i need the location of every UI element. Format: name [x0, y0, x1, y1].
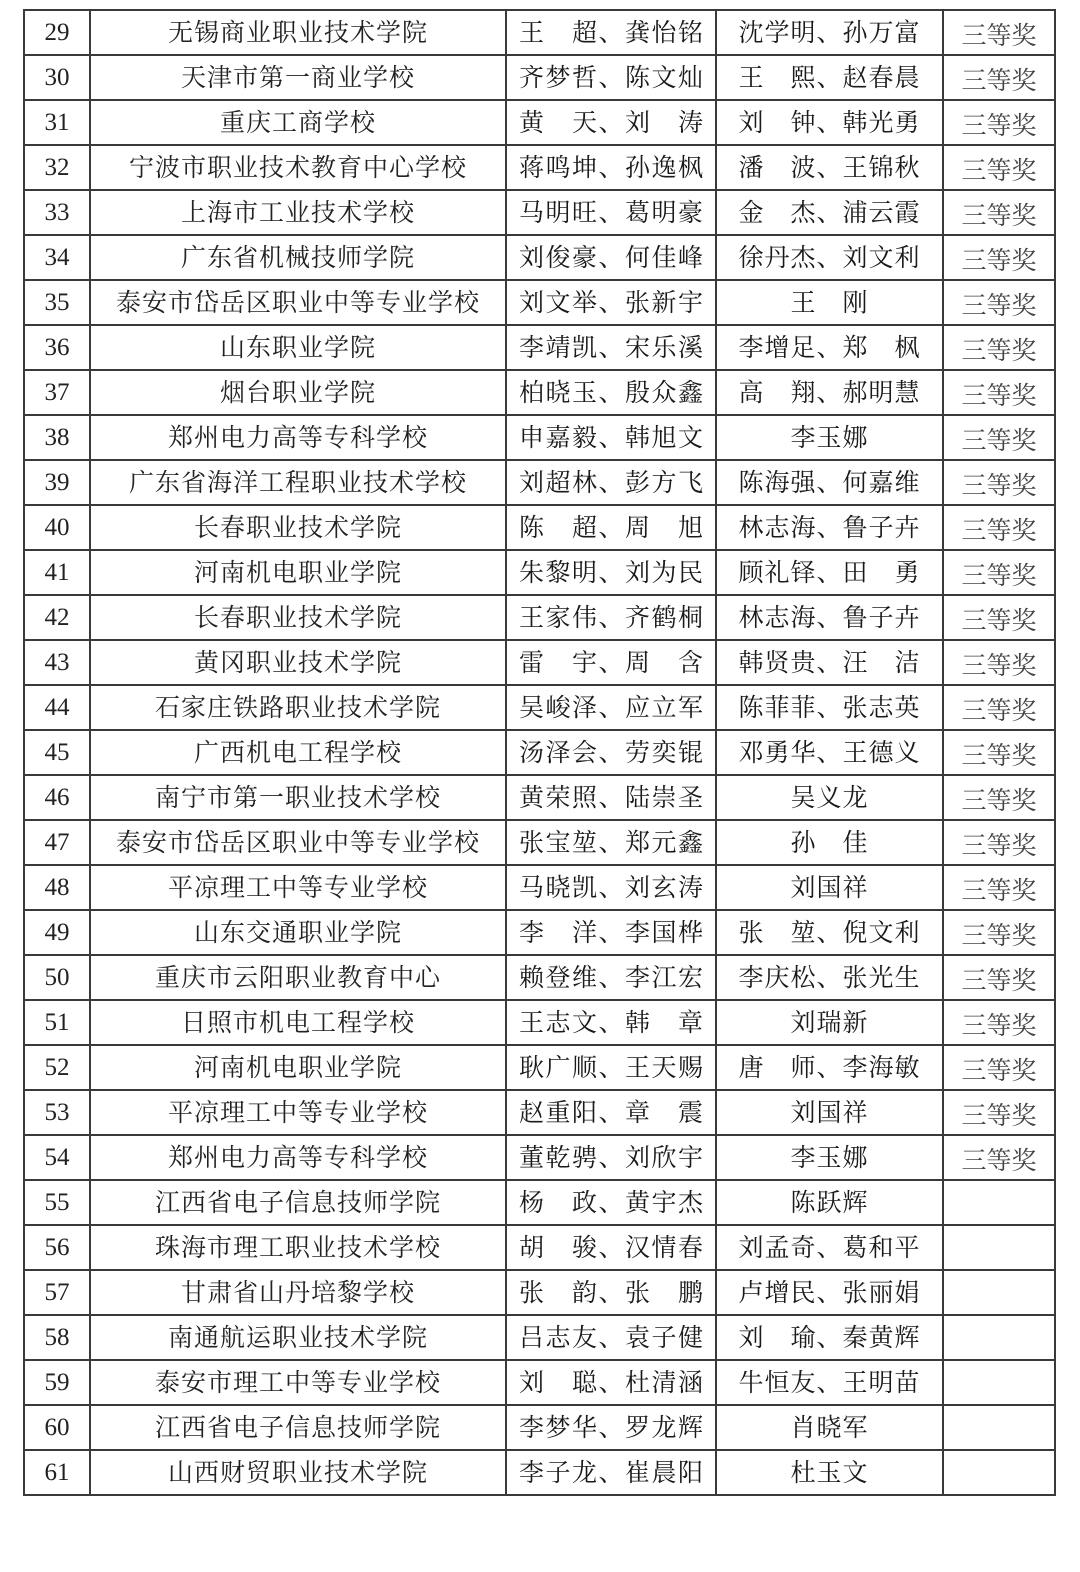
school-name: 南宁市第一职业技术学校: [90, 775, 506, 820]
school-name: 上海市工业技术学校: [90, 190, 506, 235]
award-level: [943, 505, 1055, 550]
table-row: [24, 820, 1055, 865]
award-level: [943, 910, 1055, 955]
award-label: 三等奖: [961, 246, 1037, 275]
award-level: [943, 280, 1055, 325]
school-name: 长春职业技术学院: [90, 505, 506, 550]
student-names: 黄 天、刘 涛: [506, 100, 716, 145]
award-level: [943, 145, 1055, 190]
teacher-names: 唐 师、李海敏: [716, 1045, 943, 1090]
student-names: 张 韵、张 鹏: [506, 1270, 716, 1315]
row-number: 48: [24, 865, 90, 910]
award-level: [943, 1360, 1055, 1405]
school-name: 石家庄铁路职业技术学院: [90, 685, 506, 730]
school-name: 宁波市职业技术教育中心学校: [90, 145, 506, 190]
school-name: 长春职业技术学院: [90, 595, 506, 640]
award-level: [943, 955, 1055, 1000]
table-row: [24, 640, 1055, 685]
row-number: 39: [24, 460, 90, 505]
award-label: 三等奖: [961, 1056, 1037, 1085]
school-name: 郑州电力高等专科学校: [90, 1135, 506, 1180]
table-row: [24, 145, 1055, 190]
student-names: 李 洋、李国桦: [506, 910, 716, 955]
teacher-names: 刘国祥: [716, 1090, 943, 1135]
school-name: 甘肃省山丹培黎学校: [90, 1270, 506, 1315]
teacher-names: 沈学明、孙万富: [716, 10, 943, 55]
award-level: [943, 1090, 1055, 1135]
teacher-names: 韩贤贵、汪 洁: [716, 640, 943, 685]
teacher-names: 刘 钟、韩光勇: [716, 100, 943, 145]
teacher-names: 杜玉文: [716, 1450, 943, 1495]
school-name: 泰安市理工中等专业学校: [90, 1360, 506, 1405]
teacher-names: 肖晓军: [716, 1405, 943, 1450]
row-number: 31: [24, 100, 90, 145]
award-label: 三等奖: [961, 516, 1037, 545]
table-row: [24, 865, 1055, 910]
table-row: [24, 685, 1055, 730]
student-names: 张宝堃、郑元鑫: [506, 820, 716, 865]
school-name: 广东省海洋工程职业技术学校: [90, 460, 506, 505]
award-level: [943, 325, 1055, 370]
award-level: [943, 820, 1055, 865]
row-number: 32: [24, 145, 90, 190]
row-number: 61: [24, 1450, 90, 1495]
row-number: 37: [24, 370, 90, 415]
teacher-names: 王 熙、赵春晨: [716, 55, 943, 100]
award-table-body: [24, 10, 1055, 1495]
student-names: 赖登维、李江宏: [506, 955, 716, 1000]
school-name: 山东交通职业学院: [90, 910, 506, 955]
teacher-names: 孙 佳: [716, 820, 943, 865]
table-row: [24, 775, 1055, 820]
award-level: [943, 235, 1055, 280]
school-name: 郑州电力高等专科学校: [90, 415, 506, 460]
award-label: 三等奖: [961, 381, 1037, 410]
award-level: [943, 1180, 1055, 1225]
table-row: [24, 415, 1055, 460]
row-number: 29: [24, 10, 90, 55]
award-level: [943, 1135, 1055, 1180]
teacher-names: 刘 瑜、秦黄辉: [716, 1315, 943, 1360]
award-label: 三等奖: [961, 471, 1037, 500]
row-number: 33: [24, 190, 90, 235]
student-names: 胡 骏、汉情春: [506, 1225, 716, 1270]
row-number: 41: [24, 550, 90, 595]
award-label: 三等奖: [961, 156, 1037, 185]
teacher-names: 陈海强、何嘉维: [716, 460, 943, 505]
school-name: 泰安市岱岳区职业中等专业学校: [90, 280, 506, 325]
award-label: 三等奖: [961, 561, 1037, 590]
teacher-names: 邓勇华、王德义: [716, 730, 943, 775]
student-names: 王志文、韩 章: [506, 1000, 716, 1045]
row-number: 43: [24, 640, 90, 685]
teacher-names: 林志海、鲁子卉: [716, 505, 943, 550]
award-level: [943, 10, 1055, 55]
teacher-names: 刘孟奇、葛和平: [716, 1225, 943, 1270]
row-number: 54: [24, 1135, 90, 1180]
award-label: 三等奖: [961, 696, 1037, 725]
table-row: [24, 280, 1055, 325]
table-row: [24, 370, 1055, 415]
table-row: [24, 910, 1055, 955]
row-number: 36: [24, 325, 90, 370]
teacher-names: 林志海、鲁子卉: [716, 595, 943, 640]
award-label: 三等奖: [961, 21, 1037, 50]
student-names: 朱黎明、刘为民: [506, 550, 716, 595]
teacher-names: 徐丹杰、刘文利: [716, 235, 943, 280]
table-row: [24, 55, 1055, 100]
student-names: 刘超林、彭方飞: [506, 460, 716, 505]
award-label: 三等奖: [961, 651, 1037, 680]
table-row: [24, 1360, 1055, 1405]
award-label: 三等奖: [961, 426, 1037, 455]
award-level: [943, 370, 1055, 415]
row-number: 56: [24, 1225, 90, 1270]
award-level: [943, 595, 1055, 640]
row-number: 52: [24, 1045, 90, 1090]
row-number: 51: [24, 1000, 90, 1045]
teacher-names: 李玉娜: [716, 1135, 943, 1180]
award-level: [943, 190, 1055, 235]
award-level: [943, 685, 1055, 730]
award-label: 三等奖: [961, 966, 1037, 995]
teacher-names: 刘国祥: [716, 865, 943, 910]
student-names: 马明旺、葛明豪: [506, 190, 716, 235]
student-names: 耿广顺、王天赐: [506, 1045, 716, 1090]
student-names: 王家伟、齐鹤桐: [506, 595, 716, 640]
school-name: 黄冈职业技术学院: [90, 640, 506, 685]
award-label: 三等奖: [961, 1101, 1037, 1130]
award-level: [943, 1405, 1055, 1450]
student-names: 李靖凯、宋乐溪: [506, 325, 716, 370]
student-names: 杨 政、黄宇杰: [506, 1180, 716, 1225]
school-name: 天津市第一商业学校: [90, 55, 506, 100]
award-level: [943, 100, 1055, 145]
student-names: 蒋鸣坤、孙逸枫: [506, 145, 716, 190]
award-label: 三等奖: [961, 606, 1037, 635]
student-names: 陈 超、周 旭: [506, 505, 716, 550]
school-name: 广东省机械技师学院: [90, 235, 506, 280]
school-name: 平凉理工中等专业学校: [90, 865, 506, 910]
school-name: 江西省电子信息技师学院: [90, 1405, 506, 1450]
award-label: 三等奖: [961, 336, 1037, 365]
teacher-names: 高 翔、郝明慧: [716, 370, 943, 415]
school-name: 河南机电职业学院: [90, 1045, 506, 1090]
table-row: [24, 190, 1055, 235]
award-level: [943, 1045, 1055, 1090]
table-row: [24, 595, 1055, 640]
award-label: 三等奖: [961, 831, 1037, 860]
award-label: 三等奖: [961, 1011, 1037, 1040]
teacher-names: 吴义龙: [716, 775, 943, 820]
teacher-names: 王 刚: [716, 280, 943, 325]
school-name: 泰安市岱岳区职业中等专业学校: [90, 820, 506, 865]
award-level: [943, 1450, 1055, 1495]
table-row: [24, 460, 1055, 505]
teacher-names: 刘瑞新: [716, 1000, 943, 1045]
table-row: [24, 1225, 1055, 1270]
row-number: 38: [24, 415, 90, 460]
row-number: 47: [24, 820, 90, 865]
award-label: 三等奖: [961, 111, 1037, 140]
award-label: 三等奖: [961, 1146, 1037, 1175]
school-name: 重庆市云阳职业教育中心: [90, 955, 506, 1000]
school-name: 烟台职业学院: [90, 370, 506, 415]
row-number: 34: [24, 235, 90, 280]
school-name: 珠海市理工职业技术学校: [90, 1225, 506, 1270]
row-number: 30: [24, 55, 90, 100]
school-name: 江西省电子信息技师学院: [90, 1180, 506, 1225]
school-name: 南通航运职业技术学院: [90, 1315, 506, 1360]
row-number: 40: [24, 505, 90, 550]
teacher-names: 卢增民、张丽娟: [716, 1270, 943, 1315]
row-number: 50: [24, 955, 90, 1000]
student-names: 董乾骋、刘欣宇: [506, 1135, 716, 1180]
award-level: [943, 1270, 1055, 1315]
award-level: [943, 775, 1055, 820]
award-level: [943, 640, 1055, 685]
student-names: 申嘉毅、韩旭文: [506, 415, 716, 460]
table-row: [24, 1270, 1055, 1315]
student-names: 李子龙、崔晨阳: [506, 1450, 716, 1495]
school-name: 山西财贸职业技术学院: [90, 1450, 506, 1495]
teacher-names: 陈菲菲、张志英: [716, 685, 943, 730]
award-level: [943, 1000, 1055, 1045]
table-row: [24, 1000, 1055, 1045]
award-label: 三等奖: [961, 876, 1037, 905]
row-number: 60: [24, 1405, 90, 1450]
award-label: 三等奖: [961, 66, 1037, 95]
teacher-names: 李增足、郑 枫: [716, 325, 943, 370]
table-row: [24, 1405, 1055, 1450]
award-label: 三等奖: [961, 786, 1037, 815]
row-number: 44: [24, 685, 90, 730]
student-names: 刘俊豪、何佳峰: [506, 235, 716, 280]
student-names: 吕志友、袁子健: [506, 1315, 716, 1360]
student-names: 吴峻泽、应立军: [506, 685, 716, 730]
table-row: [24, 505, 1055, 550]
student-names: 柏晓玉、殷众鑫: [506, 370, 716, 415]
row-number: 59: [24, 1360, 90, 1405]
row-number: 53: [24, 1090, 90, 1135]
award-level: [943, 460, 1055, 505]
table-row: [24, 1180, 1055, 1225]
table-row: [24, 10, 1055, 55]
row-number: 45: [24, 730, 90, 775]
table-row: [24, 1450, 1055, 1495]
school-name: 河南机电职业学院: [90, 550, 506, 595]
student-names: 赵重阳、章 震: [506, 1090, 716, 1135]
table-row: [24, 1045, 1055, 1090]
award-label: 三等奖: [961, 921, 1037, 950]
award-level: [943, 1315, 1055, 1360]
student-names: 李梦华、罗龙辉: [506, 1405, 716, 1450]
table-row: [24, 325, 1055, 370]
table-row: [24, 235, 1055, 280]
teacher-names: 顾礼铎、田 勇: [716, 550, 943, 595]
student-names: 刘文举、张新宇: [506, 280, 716, 325]
student-names: 马晓凯、刘玄涛: [506, 865, 716, 910]
award-level: [943, 1225, 1055, 1270]
teacher-names: 李玉娜: [716, 415, 943, 460]
school-name: 广西机电工程学校: [90, 730, 506, 775]
school-name: 平凉理工中等专业学校: [90, 1090, 506, 1135]
teacher-names: 张 堃、倪文利: [716, 910, 943, 955]
row-number: 49: [24, 910, 90, 955]
table-row: [24, 1090, 1055, 1135]
row-number: 35: [24, 280, 90, 325]
student-names: 黄荣照、陆崇圣: [506, 775, 716, 820]
teacher-names: 李庆松、张光生: [716, 955, 943, 1000]
award-level: [943, 55, 1055, 100]
table-row: [24, 730, 1055, 775]
student-names: 刘 聪、杜清涵: [506, 1360, 716, 1405]
table-row: [24, 1315, 1055, 1360]
teacher-names: 金 杰、浦云霞: [716, 190, 943, 235]
award-level: [943, 415, 1055, 460]
award-table: [23, 9, 1056, 1496]
row-number: 55: [24, 1180, 90, 1225]
row-number: 46: [24, 775, 90, 820]
student-names: 王 超、龚怡铭: [506, 10, 716, 55]
school-name: 重庆工商学校: [90, 100, 506, 145]
award-label: 三等奖: [961, 741, 1037, 770]
table-row: [24, 100, 1055, 145]
teacher-names: 牛恒友、王明苗: [716, 1360, 943, 1405]
row-number: 57: [24, 1270, 90, 1315]
school-name: 日照市机电工程学校: [90, 1000, 506, 1045]
student-names: 齐梦哲、陈文灿: [506, 55, 716, 100]
row-number: 58: [24, 1315, 90, 1360]
student-names: 汤泽会、劳奕锟: [506, 730, 716, 775]
school-name: 无锡商业职业技术学院: [90, 10, 506, 55]
award-level: [943, 865, 1055, 910]
award-list-page: [23, 9, 1054, 1496]
teacher-names: 潘 波、王锦秋: [716, 145, 943, 190]
teacher-names: 陈跃辉: [716, 1180, 943, 1225]
student-names: 雷 宇、周 含: [506, 640, 716, 685]
row-number: 42: [24, 595, 90, 640]
award-label: 三等奖: [961, 201, 1037, 230]
award-label: 三等奖: [961, 291, 1037, 320]
table-row: [24, 1135, 1055, 1180]
award-level: [943, 730, 1055, 775]
school-name: 山东职业学院: [90, 325, 506, 370]
table-row: [24, 550, 1055, 595]
table-row: [24, 955, 1055, 1000]
award-level: [943, 550, 1055, 595]
